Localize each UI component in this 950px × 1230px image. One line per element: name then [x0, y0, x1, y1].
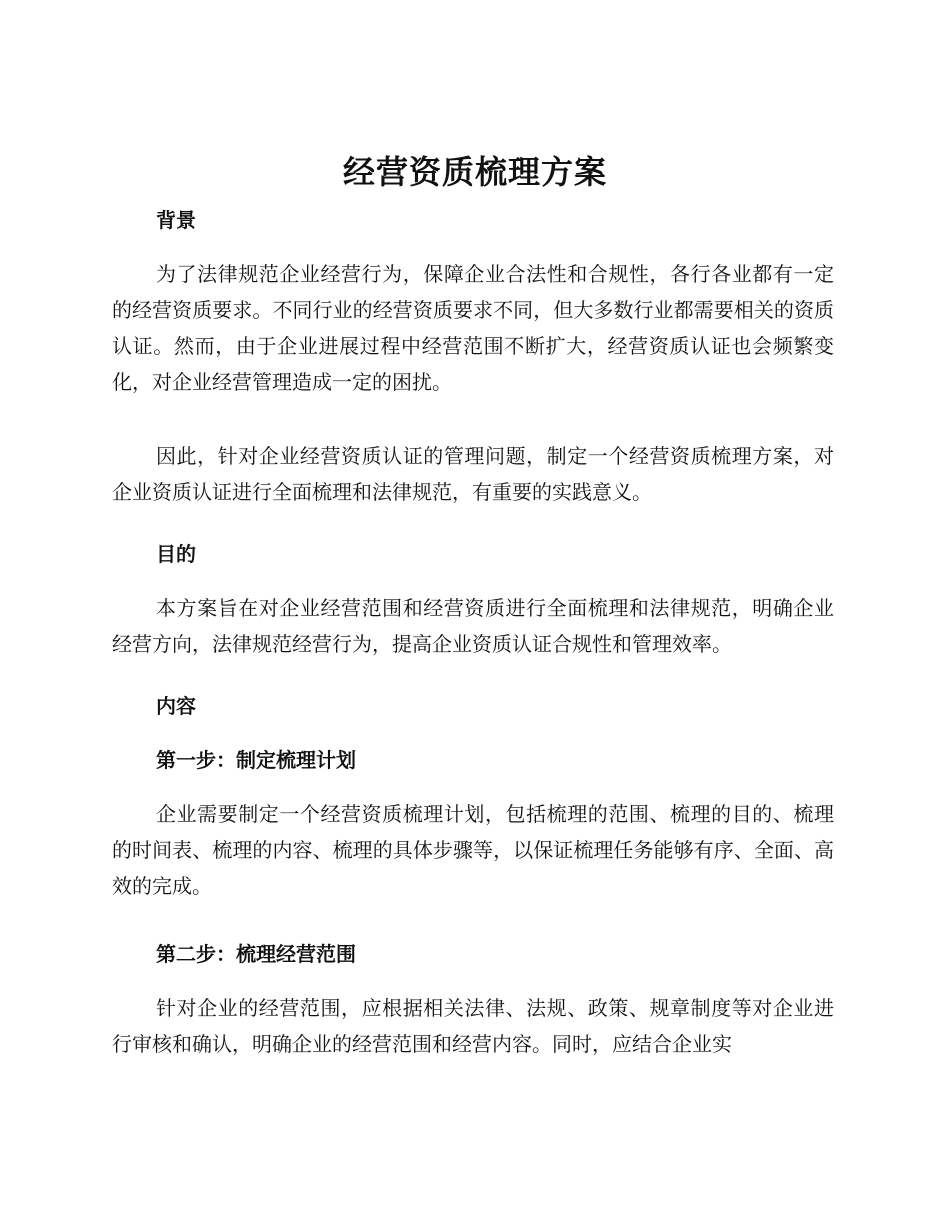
purpose-paragraph: 本方案旨在对企业经营范围和经营资质进行全面梳理和法律规范，明确企业经营方向，法律规范经营行为，提高企业资质认证合规性和管理效率。	[112, 596, 834, 656]
step2-paragraph: 针对企业的经营范围，应根据相关法律、法规、政策、规章制度等对企业进行审核和确认，明确企业的经营范围和经营内容。同时，应结合企业实	[112, 996, 834, 1056]
step1-paragraph: 企业需要制定一个经营资质梳理计划，包括梳理的范围、梳理的目的、梳理的时间表、梳理的内容、梳理的具体步骤等，以保证梳理任务能够有序、全面、高效的完成。	[112, 802, 834, 898]
background-paragraph-1: 为了法律规范企业经营行为，保障企业合法性和合规性，各行各业都有一定的经营资质要求。不同行业的经营资质要求不同，但大多数行业都需要相关的资质认证。然而，由于企业进展过程中经营范围不断扩大，经营资质认证也会频繁变化，对企业经营管理造成一定的困扰。	[112, 262, 834, 394]
section-heading-background: 背景	[156, 208, 196, 232]
step1-heading: 第一步：制定梳理计划	[156, 748, 356, 772]
section-heading-purpose: 目的	[156, 542, 196, 566]
step2-heading: 第二步：梳理经营范围	[156, 942, 356, 966]
background-paragraph-2: 因此，针对企业经营资质认证的管理问题，制定一个经营资质梳理方案，对企业资质认证进行全面梳理和法律规范，有重要的实践意义。	[112, 444, 834, 504]
document-title: 经营资质梳理方案	[342, 153, 607, 191]
section-heading-content: 内容	[156, 694, 196, 718]
